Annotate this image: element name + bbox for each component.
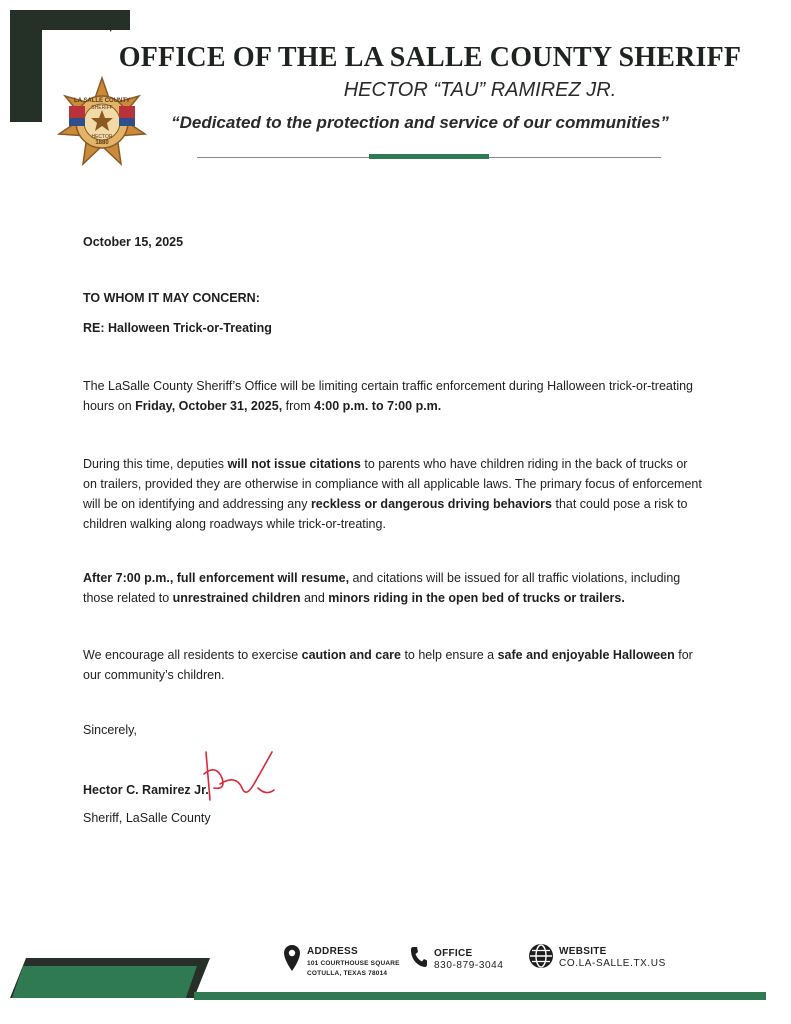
p3-bold-minors: minors riding in the open bed of trucks or trailers. bbox=[328, 591, 625, 605]
p2-text-e: that could pose a risk to children walking along roadways while trick-or-treating. bbox=[83, 497, 688, 531]
letter-subject: RE: Halloween Trick-or-Treating bbox=[83, 321, 272, 335]
footer-green-stripe bbox=[12, 966, 197, 998]
phone-icon bbox=[410, 946, 428, 968]
sheriff-badge-icon bbox=[55, 76, 149, 166]
header-corner-bar-vertical bbox=[10, 10, 42, 122]
p4-text-c: to help ensure a bbox=[400, 648, 498, 662]
paragraph-4 bbox=[83, 645, 703, 685]
p2-text-c: to parents who have children riding in the back of trucks or on trailers, provided they are otherwise in compliance with all applicable laws. The primary focus of enforcement will be on identifying and addressing any bbox=[83, 457, 702, 511]
signer-title: Sheriff, LaSalle County bbox=[83, 811, 211, 825]
p2-bold-citations: will not issue citations bbox=[227, 457, 361, 471]
badge-text-top: LA SALLE COUNTY bbox=[73, 98, 131, 104]
p1-date-bold: Friday, October 31, 2025, bbox=[135, 399, 283, 413]
footer-office-phone[interactable]: 830-879-3044 bbox=[434, 960, 504, 971]
letterhead-title: OFFICE OF THE LA SALLE COUNTY SHERIFF bbox=[118, 42, 742, 73]
p4-text-a: We encourage all residents to exercise bbox=[83, 648, 302, 662]
badge-text-middle: SHERIFF bbox=[91, 105, 113, 111]
badge-text-name: HECTOR bbox=[91, 134, 113, 140]
footer-green-bar bbox=[194, 992, 766, 1000]
p1-hours-bold: 4:00 p.m. to 7:00 p.m. bbox=[314, 399, 442, 413]
letterhead-motto: “Dedicated to the protection and service of our communities” bbox=[171, 113, 669, 132]
p3-bold-unrestrained: unrestrained children bbox=[172, 591, 301, 605]
letter-closing: Sincerely, bbox=[83, 723, 137, 737]
p1-text-a: The LaSalle County Sheriff’s Office will be limiting certain traffic enforcement during Halloween trick-or-treating hours on bbox=[83, 379, 693, 413]
letter-date: October 15, 2025 bbox=[83, 235, 184, 249]
globe-icon bbox=[528, 943, 554, 969]
letter-salutation: TO WHOM IT MAY CONCERN: bbox=[83, 291, 260, 305]
p3-text-d: and bbox=[300, 591, 329, 605]
paragraph-2 bbox=[83, 454, 703, 534]
footer-address-label: ADDRESS bbox=[307, 946, 358, 957]
handwritten-signature bbox=[196, 744, 286, 814]
letterhead-sheriff-name: HECTOR “TAU” RAMIREZ JR. bbox=[343, 79, 617, 101]
paragraph-1 bbox=[83, 376, 703, 416]
p2-text-a: During this time, deputies bbox=[83, 457, 228, 471]
footer-address-line2: COTULLA, TEXAS 78014 bbox=[307, 970, 388, 977]
header-corner-chevron bbox=[110, 10, 130, 32]
p4-bold-halloween: safe and enjoyable Halloween bbox=[497, 648, 675, 662]
p4-text-e: for our community’s children. bbox=[83, 648, 693, 682]
footer-website-url[interactable]: CO.LA-SALLE.TX.US bbox=[559, 958, 666, 969]
footer-address-line1: 101 COURTHOUSE SQUARE bbox=[307, 960, 400, 967]
p3-text-b: and citations will be issued for all traffic violations, including those related to bbox=[83, 571, 681, 605]
footer-office-label: OFFICE bbox=[434, 948, 473, 959]
p2-bold-reckless: reckless or dangerous driving behaviors bbox=[310, 497, 552, 511]
footer-website-label: WEBSITE bbox=[559, 946, 607, 957]
location-pin-icon bbox=[283, 944, 301, 972]
p3-bold-after: After 7:00 p.m., full enforcement will resume, bbox=[83, 571, 350, 585]
signer-name: Hector C. Ramirez Jr. bbox=[83, 783, 209, 797]
p4-bold-caution: caution and care bbox=[301, 648, 401, 662]
paragraph-3 bbox=[83, 568, 703, 608]
badge-text-bottom: 1880 bbox=[95, 140, 109, 146]
p1-text-c: from bbox=[282, 399, 315, 413]
header-divider-accent bbox=[369, 154, 489, 159]
